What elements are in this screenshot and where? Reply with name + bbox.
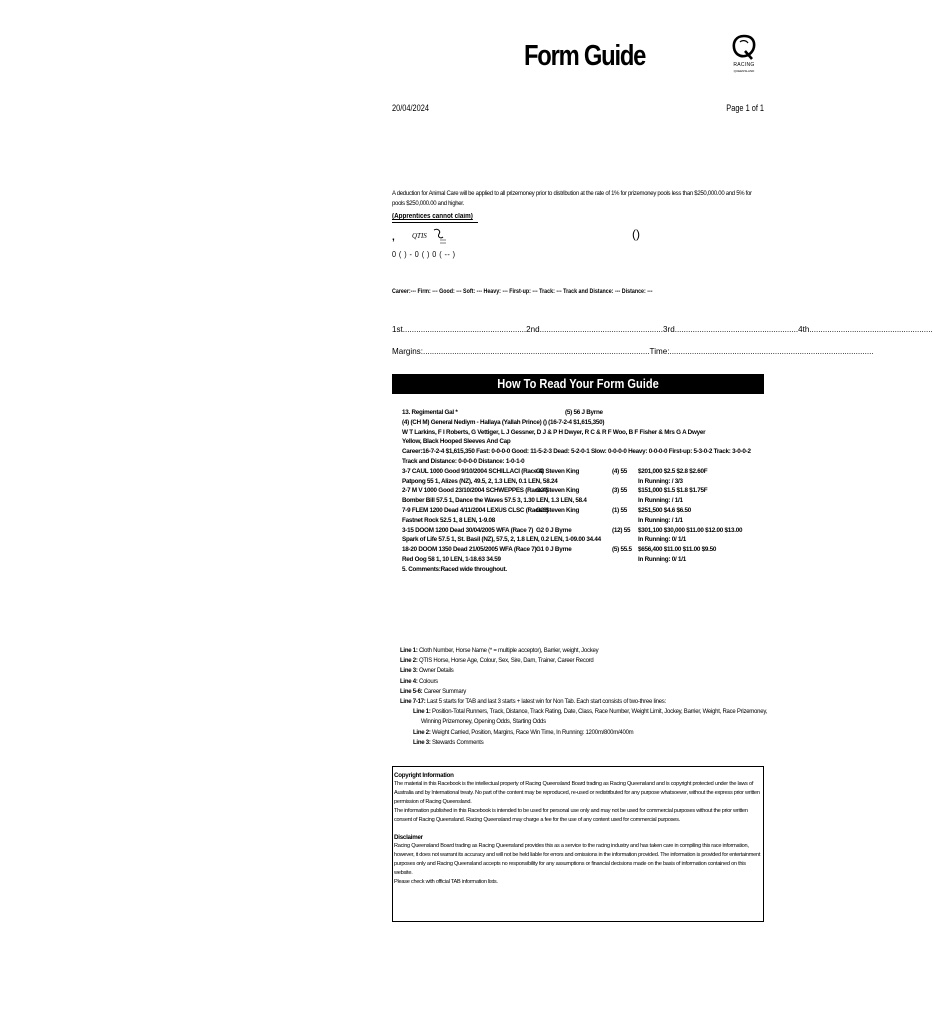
start-col-a: Spark of Life 57.5 1, St. Basil (NZ), 57.5, 2, 1.8 LEN, 0.2 LEN, 1-09.00 34.44	[402, 536, 601, 544]
start-col-d: $151,000 $1.5 $1.8 $1.75F	[638, 487, 708, 495]
logo-subtext: QUEENSLAND	[733, 69, 755, 73]
legend-value: Last 5 starts for TAB and last 3 starts + latest win for Non Tab. Each start consists of two-three lines:	[425, 699, 666, 706]
sample-line-5: Career:16-7-2-4 $1,615,350 Fast: 0-0-0-0 Good: 11-5-2-3 Dead: 5-2-0-1 Slow: 0-0-0-0 Heavy: 0-0-0-0 First-up: 5-3-0-2 Track: 3-0-0-2 Track and Distance: 0-0-0-0 Distance: 1-0-1-0	[402, 448, 751, 465]
start-col-c: (1) 55	[612, 506, 627, 514]
legend-key: Line 3:	[400, 668, 418, 675]
legend-line	[400, 687, 762, 697]
start-col-c: (12) 55	[612, 526, 631, 534]
start-col-a: Bomber Bill 57.5 1, Dance the Waves 57.5 3, 1.30 LEN, 1.3 LEN, 58.4	[402, 497, 587, 505]
silk-lines-icon	[440, 240, 446, 243]
legend-key: Line 2:	[400, 658, 418, 665]
entry-parenthesis: ()	[632, 227, 640, 241]
sample-line-2: (4) (CH M) General Nediym - Hallaya (Yallah Prince) () (16-7-2-4 $1,615,350)	[402, 418, 605, 426]
start-col-a: Fastnet Rock 52.5 1, 8 LEN, 1-9.08	[402, 516, 495, 524]
copyright-text-2: The information published in this Racebook is intended to be used for personal use only and may not be used for commercial purposes without the prior written consent of Racing Queensland. Racing Queensland may charge a fee for the use of any content used for commercial purposes.	[394, 808, 748, 823]
start-col-a: 7-9 FLEM 1200 Dead 4/11/2004 LEXUS CLSC (Race 8)	[402, 506, 549, 514]
start-col-b: G1 0 J Byrne	[536, 546, 572, 554]
legend-line	[400, 646, 762, 656]
page-title: Form Guide	[524, 40, 646, 72]
start-col-b: G2 Steven King	[536, 506, 580, 514]
start-col-a: 18-20 DOOM 1350 Dead 21/05/2005 WFA (Race 7)	[402, 546, 537, 554]
placings-line: 1st.......................................................2nd.......................................................3rd.......................................................4th.......................................................	[392, 324, 933, 334]
start-row	[402, 467, 762, 477]
start-col-b: G2 Steven King	[536, 467, 580, 475]
start-col-d: $656,400 $11.00 $11.00 $9.50	[638, 546, 717, 554]
animal-care-notice: A deduction for Animal Care will be applied to all prizemoney prior to distribution at the rate of 1% for prizemoney pools less than $250,000.00 and 5% for pools $250,000.00 and higher.	[392, 191, 752, 207]
racing-logo-icon	[730, 34, 758, 60]
silk-icon	[434, 229, 443, 237]
legend-value: Colours	[417, 678, 438, 685]
page-number: Page 1 of 1	[726, 103, 764, 113]
legend-line	[400, 697, 762, 707]
start-col-b: G2 0 J Byrne	[536, 526, 572, 534]
start-col-c: (3) 55	[612, 487, 627, 495]
start-col-a: 3-15 DOOM 1200 Dead 30/04/2005 WFA (Race 7)	[402, 526, 534, 534]
start-col-d: In Running: 0/ 1/1	[638, 536, 686, 544]
start-row	[402, 477, 762, 487]
start-col-d: In Running: 0/ 1/1	[638, 555, 686, 563]
legend-key: Line 7-17:	[400, 699, 426, 706]
legend-value: Weight Carried, Position, Margins, Race Win Time, In Running: 1200m/800m/400m	[430, 729, 634, 736]
disclaimer-heading: Disclaimer	[394, 834, 423, 841]
legend-line	[400, 666, 762, 676]
legend-line	[400, 728, 762, 738]
legend-key: Line 3:	[413, 739, 431, 746]
sample-horse: 13. Regimental Gal *	[402, 409, 458, 416]
qtis-icon: QTIS	[412, 232, 427, 240]
start-row	[402, 545, 762, 555]
sample-line-4: Yellow, Black Hooped Sleeves And Cap	[402, 438, 511, 446]
start-row	[402, 496, 762, 506]
logo-text: RACING	[733, 62, 755, 68]
start-col-b: G2 Steven King	[536, 487, 580, 495]
form-guide-page	[392, 0, 933, 1024]
start-col-d: $201,000 $2.5 $2.8 $2.60F	[638, 467, 708, 475]
legend-key: Line 1:	[400, 648, 418, 654]
start-col-d: In Running: / 1/1	[638, 516, 683, 524]
start-col-d: In Running: / 1/1	[638, 497, 683, 505]
legend-value: Winning Prizemoney, Opening Odds, Starting Odds	[421, 719, 546, 726]
legend	[400, 646, 768, 748]
start-row	[402, 516, 762, 526]
legend-value: Cloth Number, Horse Name (* = multiple acceptor), Barrier, weight, Jockey	[417, 648, 599, 654]
tab-check-note: Please check with official TAB information lists.	[394, 879, 498, 885]
legend-key: Line 2:	[413, 729, 431, 736]
start-row	[402, 555, 762, 565]
qtis-icons	[410, 226, 450, 246]
entry-summary: 0 ( ) - 0 ( ) 0 ( -- )	[392, 250, 456, 259]
legend-line	[400, 677, 762, 687]
legend-key: Line 5-6:	[400, 688, 423, 695]
start-col-d: $251,500 $4.6 $6.50	[638, 506, 692, 514]
start-col-a: Red Oog 58 1, 10 LEN, 1-18.63 34.59	[402, 555, 501, 563]
start-row	[402, 535, 762, 545]
divider	[392, 222, 478, 223]
racing-queensland-logo	[730, 34, 758, 74]
legend-key: Line 1:	[413, 709, 431, 716]
copyright-text-1: The material in this Racebook is the intellectual property of Racing Queensland Board trading as Racing Queensland and is copyright protected under the laws of Australia and by International treaty. No part of the content may be reproduced, re-used or redistributed for any purpose whatsoever, without the express prior written permission of Racing Queensland.	[394, 781, 760, 805]
legend-line	[400, 707, 768, 717]
career-summary: Career:--- Firm: --- Good: --- Soft: --- Heavy: --- First-up: --- Track: --- Track and Distance: --- Distance: ---	[392, 288, 653, 295]
start-col-d: $301,100 $30,000 $11.00 $12.00 $13.00	[638, 526, 743, 534]
legend-line	[400, 738, 762, 748]
start-row	[402, 506, 762, 516]
start-col-a: 2-7 M V 1000 Good 23/10/2004 SCHWEPPES (Race 4)	[402, 487, 548, 495]
sample-form-entry	[402, 408, 762, 575]
disclaimer-text: Racing Queensland Board trading as Racing Queensland provides this as a service to the racing industry and has taken care in compiling this race information, however, it does not warrant its accuracy and will not be held liable for errors and omissions in the information provided. The information is provided for entertainment purposes only and Racing Queensland accepts no responsibility for any assumptions or financial decisions made on the basis of information contained on this website.	[394, 843, 761, 876]
start-col-a: Patpong 55 1, Alizes (NZ), 49.5, 2, 1.3 LEN, 0.1 LEN, 58.24	[402, 477, 558, 485]
legend-key: Line 4:	[400, 678, 418, 685]
copyright-box	[392, 766, 764, 922]
legend-value: Position-Total Runners, Track, Distance, Track Rating, Date, Class, Race Number, Weight Limit, Jockey, Barrier, Weight, Race Prizemoney,	[430, 709, 768, 716]
sample-barrier: (5) 56 J Byrne	[565, 409, 603, 416]
copyright-heading: Copyright Information	[394, 772, 454, 779]
legend-value: Owner Details	[417, 668, 454, 675]
start-col-a: 3-7 CAUL 1000 Good 9/10/2004 SCHILLACI (Race 4)	[402, 467, 544, 475]
banner-title: How To Read Your Form Guide	[497, 376, 659, 391]
apprentice-note: (Apprentices cannot claim)	[392, 213, 473, 220]
entry-mark: ,	[392, 232, 395, 243]
race-date: 20/04/2024	[392, 103, 429, 113]
sample-comments: 5. Comments:Raced wide throughout.	[402, 565, 507, 573]
sample-line-1	[402, 408, 762, 418]
start-col-c: (5) 55.5	[612, 546, 632, 554]
margins-line: Margins:.....................................................................................................Time:...........................................................................................	[392, 346, 874, 356]
legend-value: QTIS Horse, Horse Age, Colour, Sex, Sire, Dam, Trainer, Career Record	[417, 658, 594, 665]
sample-line-3: W T Larkins, F I Roberts, G Vettiger, L J Gessner, D J & P H Dwyer, R C & R F Woo, B F Fisher & Mrs G A Dwyer	[402, 428, 706, 436]
start-col-c: (4) 55	[612, 467, 627, 475]
start-row	[402, 526, 762, 536]
legend-value: Stewards Comments	[430, 739, 484, 746]
how-to-read-banner	[392, 374, 764, 394]
legend-line	[400, 717, 762, 727]
legend-value: Career Summary	[422, 688, 467, 695]
sample-starts	[402, 467, 762, 565]
start-col-d: In Running: / 3/3	[638, 477, 683, 485]
start-row	[402, 486, 762, 496]
legend-line	[400, 656, 762, 666]
